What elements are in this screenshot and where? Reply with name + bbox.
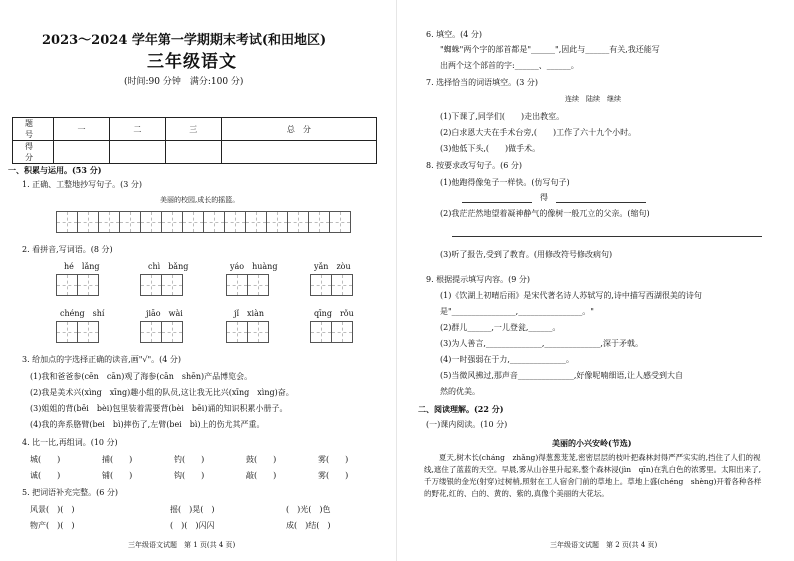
pinyin-boxes[interactable] — [226, 321, 268, 343]
q6-line[interactable]: "蜘蛛"两个字的部首都是"______",因此与______有关,我还能写 — [440, 45, 660, 54]
q3-prompt: 3. 给加点的字选择正确的读音,画"√"。(4 分) — [22, 355, 182, 364]
copy-cell[interactable] — [329, 211, 351, 233]
answer-line[interactable] — [452, 236, 762, 237]
copy-cell[interactable] — [245, 211, 267, 233]
pinyin-cell[interactable] — [77, 321, 99, 343]
copy-cell[interactable] — [182, 211, 204, 233]
q9-item[interactable]: (3)为人善言,______________,______________,深于矛戟。 — [440, 339, 643, 348]
pinyin-label: qīng rǒu — [314, 309, 354, 318]
pinyin-cell[interactable] — [77, 274, 99, 296]
q4-word[interactable]: 钓( ) — [174, 455, 205, 464]
pinyin-label: jǐ xiàn — [234, 309, 265, 318]
score-cell: 总 分 — [221, 118, 376, 141]
pinyin-cell[interactable] — [226, 321, 248, 343]
q3-item[interactable]: (2)我是美术兴(xìng xīng)趣小组的队员,这让我无比兴(xīng xìng)奋。 — [30, 388, 294, 397]
score-cell: 三 — [165, 118, 221, 141]
pinyin-cell[interactable] — [161, 321, 183, 343]
q8-item2: (2)我茫茫然地望着凝神静气的像树一般兀立的父亲。(缩句) — [440, 209, 650, 218]
pinyin-label: jiāo wài — [146, 309, 183, 318]
q8-item1: (1)他跑得像兔子一样快。(仿写句子) — [440, 178, 570, 187]
q8-fill-word: 得 — [540, 193, 548, 202]
pinyin-cell[interactable] — [226, 274, 248, 296]
q9-item[interactable]: (1)《饮湖上初晴后雨》是宋代著名诗人苏轼写的,诗中描写西湖很美的诗句 — [440, 291, 702, 300]
q6-line[interactable]: 出两个这个部首的字:______、______。 — [440, 61, 579, 70]
copy-cell[interactable] — [287, 211, 309, 233]
q4-word[interactable]: 敲( ) — [246, 471, 277, 480]
score-table — [12, 117, 377, 164]
pinyin-group — [56, 262, 100, 296]
pinyin-cell[interactable] — [140, 274, 162, 296]
q9-item[interactable]: 是"________________,________________。" — [440, 307, 594, 316]
pinyin-group — [140, 309, 183, 343]
pinyin-cell[interactable] — [56, 321, 78, 343]
q1-sentence: 美丽的校园,成长的摇篮。 — [160, 196, 240, 204]
pinyin-group — [310, 262, 352, 296]
pinyin-cell[interactable] — [247, 321, 269, 343]
pinyin-label: hé lǎng — [64, 262, 100, 271]
q6-prompt: 6. 填空。(4 分) — [426, 30, 483, 39]
part2-heading: 二、阅读理解。(22 分) — [418, 404, 504, 414]
pinyin-label: chéng shí — [60, 309, 105, 318]
subject-title: 三年级语文 — [147, 52, 237, 72]
q8-item3[interactable]: (3)听了报告,受到了教育。(用修改符号修改病句) — [440, 250, 613, 259]
q5-idiom[interactable]: 物产( )( ) — [30, 521, 75, 530]
copy-cell[interactable] — [224, 211, 246, 233]
pinyin-boxes[interactable] — [310, 321, 354, 343]
score-header-row — [13, 118, 377, 141]
pinyin-label: yáo huàng — [230, 262, 278, 271]
exam-title: 2023～2024 学年第一学期期末考试(和田地区) — [42, 33, 327, 48]
part2-sub: (一)课内阅读。(10 分) — [426, 420, 508, 429]
q4-word[interactable]: 城( ) — [30, 455, 61, 464]
pinyin-boxes[interactable] — [56, 274, 100, 296]
score-cell: 一 — [54, 118, 110, 141]
copy-cell[interactable] — [77, 211, 99, 233]
q2-prompt: 2. 看拼音,写词语。(8 分) — [22, 245, 113, 254]
pinyin-group — [310, 309, 354, 343]
q4-word[interactable]: 铺( ) — [102, 471, 133, 480]
page-footer: 三年级语文试题 第 1 页(共 4 页) — [128, 541, 236, 549]
q8-prompt: 8. 按要求改写句子。(6 分) — [426, 161, 523, 170]
q5-idiom[interactable]: 风景( )( ) — [30, 505, 75, 514]
q7-item[interactable]: (2)白求恩大夫在手术台旁,( )工作了六十九个小时。 — [440, 128, 637, 137]
q9-item[interactable]: (2)群儿______,一儿登瓮,______。 — [440, 323, 561, 332]
q4-word[interactable]: 钩( ) — [174, 471, 205, 480]
copy-cell[interactable] — [140, 211, 162, 233]
pinyin-label: chì bǎng — [148, 262, 189, 271]
time-info: (时间:90 分钟 满分:100 分) — [124, 77, 244, 87]
q5-idiom[interactable]: ( )( )闪闪 — [170, 521, 215, 530]
pinyin-boxes[interactable] — [310, 274, 352, 296]
part1-heading: 一、积累与运用。(53 分) — [8, 165, 102, 175]
score-cell: 二 — [109, 118, 165, 141]
pinyin-cell[interactable] — [161, 274, 183, 296]
pinyin-boxes[interactable] — [140, 274, 188, 296]
copy-cell[interactable] — [119, 211, 141, 233]
score-value-row — [13, 141, 377, 164]
pinyin-cell[interactable] — [331, 321, 353, 343]
q4-prompt: 4. 比一比,再组词。(10 分) — [22, 438, 118, 447]
pinyin-cell[interactable] — [140, 321, 162, 343]
q4-word[interactable]: 捕( ) — [102, 455, 133, 464]
copy-cell[interactable] — [308, 211, 330, 233]
passage-title: 美丽的小兴安岭(节选) — [552, 438, 632, 448]
pinyin-boxes[interactable] — [140, 321, 183, 343]
copy-cell[interactable] — [56, 211, 78, 233]
pinyin-group — [226, 309, 268, 343]
q3-item[interactable]: (1)我和爸爸参(cēn cān)观了海参(cān shēn)产品博览会。 — [30, 372, 253, 381]
q3-item[interactable]: (3)姐姐的背(bēi bèi)包里装着需要背(bèi bēi)诵的知识积累小册子。 — [30, 404, 288, 413]
q3-item[interactable]: (4)我的奔系胳臂(bei bì)摔伤了,左臂(bei bì)上的伤尤其严重。 — [30, 420, 265, 429]
score-input-cell[interactable] — [165, 141, 221, 164]
pinyin-cell[interactable] — [331, 274, 353, 296]
answer-line[interactable] — [462, 202, 532, 203]
q4-word[interactable]: 雾( ) — [318, 471, 349, 480]
pinyin-cell[interactable] — [247, 274, 269, 296]
pinyin-group — [140, 262, 188, 296]
q4-word[interactable]: 雾( ) — [318, 455, 349, 464]
q7-item[interactable]: (1)下课了,同学们( )走出教室。 — [440, 112, 565, 121]
q9-item[interactable]: (5)当微风拂过,那声音______________,好像呢喃细语,让人感受到大自 — [440, 371, 683, 380]
q4-word[interactable]: 诚( ) — [30, 471, 61, 480]
pinyin-group — [226, 262, 277, 296]
pinyin-label: yǎn zòu — [314, 262, 351, 271]
pinyin-cell[interactable] — [310, 274, 332, 296]
q5-idiom[interactable]: ( )光( )色 — [286, 505, 331, 514]
copy-cell[interactable] — [161, 211, 183, 233]
q9-item[interactable]: (4)一时强弱在于力,______________。 — [440, 355, 574, 364]
copy-cell[interactable] — [203, 211, 225, 233]
copy-cell[interactable] — [266, 211, 288, 233]
q5-idiom[interactable]: 摇( )晃( ) — [170, 505, 215, 514]
score-cell: 题 号 — [13, 118, 54, 141]
page-footer: 三年级语文试题 第 2 页(共 4 页) — [550, 541, 658, 549]
pinyin-boxes[interactable] — [56, 321, 104, 343]
q1-prompt: 1. 正确、工整地抄写句子。(3 分) — [22, 180, 143, 189]
q5-prompt: 5. 把词语补充完整。(6 分) — [22, 488, 119, 497]
passage-text: 夏天,树木长(cháng zhǎng)得葱葱茏茏,密密层层的枝叶把森林封得严严实实的,挡住了人们的视线,遮住了蓝蓝的天空。早晨,雾从山谷里升起来,整个森林浸(jìn qīn)在乳白色的浓雾里。太阳出来了,千万缕银的金光(射穿)过树梢,照射在工人宿舍门前的草地上。草地上盛(chéng shèng)开着各种各样的野花,红的、白的、黄的、紫的,真像个美丽的大花坛。 — [424, 453, 762, 498]
pinyin-boxes[interactable] — [226, 274, 277, 296]
q7-prompt: 7. 选择恰当的词语填空。(3 分) — [426, 78, 539, 87]
copy-grid[interactable] — [56, 211, 350, 233]
score-input-cell[interactable] — [54, 141, 110, 164]
pinyin-group — [56, 309, 104, 343]
copy-cell[interactable] — [98, 211, 120, 233]
pinyin-cell[interactable] — [56, 274, 78, 296]
score-input-cell[interactable] — [221, 141, 376, 164]
answer-line[interactable] — [556, 202, 646, 203]
q4-word[interactable]: 鼓( ) — [246, 455, 277, 464]
score-input-cell[interactable] — [109, 141, 165, 164]
q9-prompt: 9. 根据提示填写内容。(9 分) — [426, 275, 531, 284]
pinyin-cell[interactable] — [310, 321, 332, 343]
q9-item: 然的优美。 — [440, 387, 480, 396]
score-cell: 得 分 — [13, 141, 54, 164]
q5-idiom[interactable]: 成( )结( ) — [286, 521, 331, 530]
q7-item[interactable]: (3)他低下头,( )做手术。 — [440, 144, 541, 153]
q7-choices: 连续 陆续 继续 — [565, 95, 621, 103]
